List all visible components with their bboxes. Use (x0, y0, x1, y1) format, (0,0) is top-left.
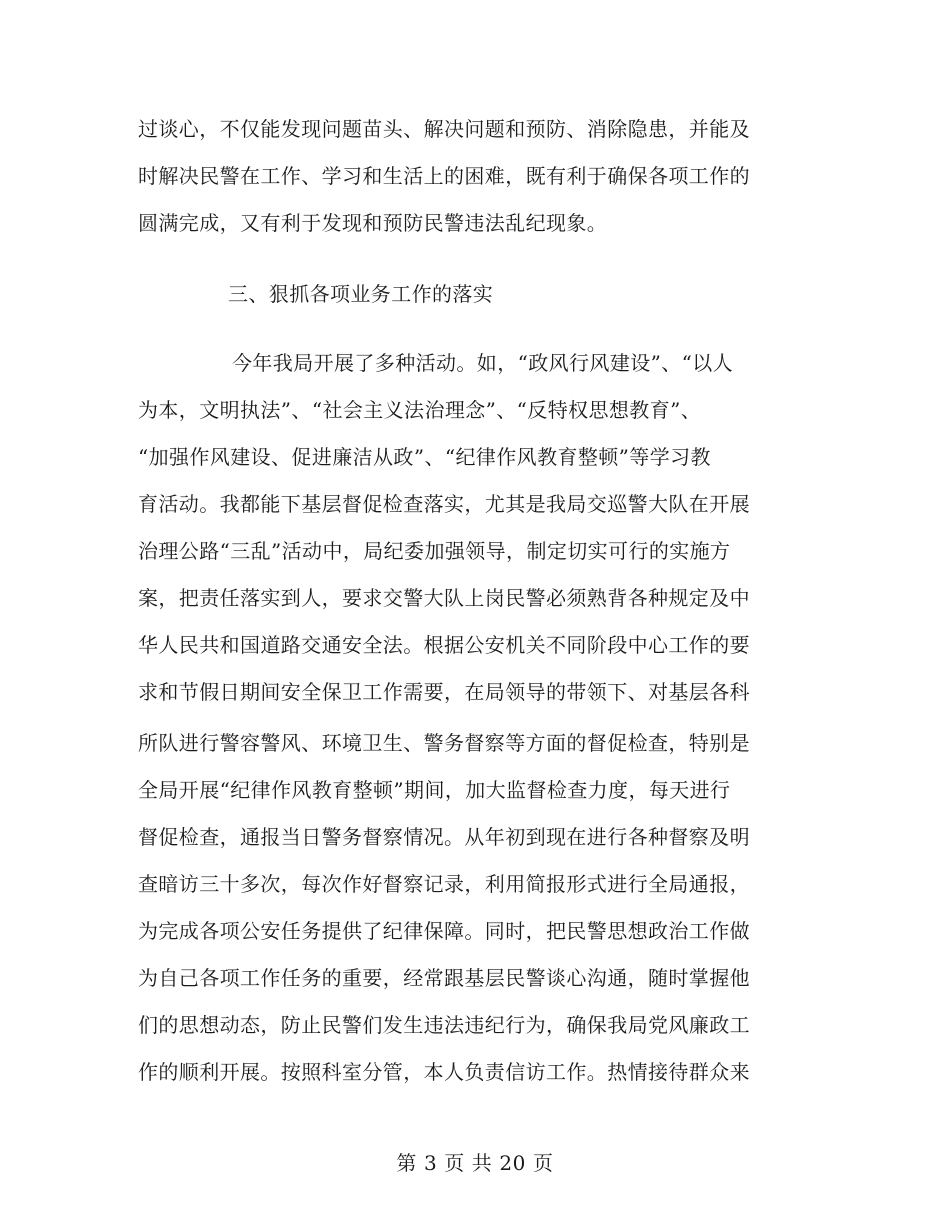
paragraph-line: 时解决民警在工作、学习和生活上的困难，既有利于确保各项工作的 (138, 164, 750, 188)
paragraph-line: 作的顺利开展。按照科室分管，本人负责信访工作。热情接待群众来 (138, 1060, 750, 1084)
paragraph-line: 督促检查，通报当日警务督察情况。从年初到现在进行各种督察及明 (138, 825, 750, 849)
paragraph-line: 查暗访三十多次，每次作好督察记录，利用简报形式进行全局通报， (138, 872, 750, 896)
paragraph-line: 为自己各项工作任务的重要，经常跟基层民警谈心沟通，随时掌握他 (138, 966, 750, 990)
paragraph-line: 求和节假日期间安全保卫工作需要，在局领导的带领下、对基层各科 (138, 680, 750, 704)
paragraph-line: 为本，文明执法”、“社会主义法治理念”、“反特权思想教育”、 (138, 398, 702, 422)
paragraph-line: 今年我局开展了多种活动。如，“政风行风建设”、“以人 (232, 351, 734, 375)
paragraph-line: 过谈心，不仅能发现问题苗头、解决问题和预防、消除隐患，并能及 (138, 117, 750, 141)
paragraph-line: 为完成各项公安任务提供了纪律保障。同时，把民警思想政治工作做 (138, 919, 750, 943)
paragraph-line: 们的思想动态，防止民警们发生违法违纪行为，确保我局党风廉政工 (138, 1013, 750, 1037)
paragraph-line: “加强作风建设、促进廉洁从政”、“纪律作风教育整顿”等学习教 (138, 445, 711, 469)
paragraph-line: 全局开展“纪律作风教育整顿”期间，加大监督检查力度，每天进行 (138, 778, 731, 802)
paragraph-line: 圆满完成，又有利于发现和预防民警违法乱纪现象。 (138, 211, 608, 235)
paragraph-line: 案，把责任落实到人，要求交警大队上岗民警必须熟背各种规定及中 (138, 586, 750, 610)
paragraph-line: 治理公路“三乱”活动中，局纪委加强领导，制定切实可行的实施方 (138, 539, 731, 563)
paragraph-line: 所队进行警容警风、环境卫生、警务督察等方面的督促检查，特别是 (138, 731, 750, 755)
paragraph-line: 育活动。我都能下基层督促检查落实，尤其是我局交巡警大队在开展 (138, 492, 750, 516)
section-heading: 三、狠抓各项业务工作的落实 (228, 282, 494, 306)
paragraph-line: 华人民共和国道路交通安全法。根据公安机关不同阶段中心工作的要 (138, 633, 750, 657)
page-number-footer: 第 3 页 共 20 页 (396, 1151, 554, 1175)
